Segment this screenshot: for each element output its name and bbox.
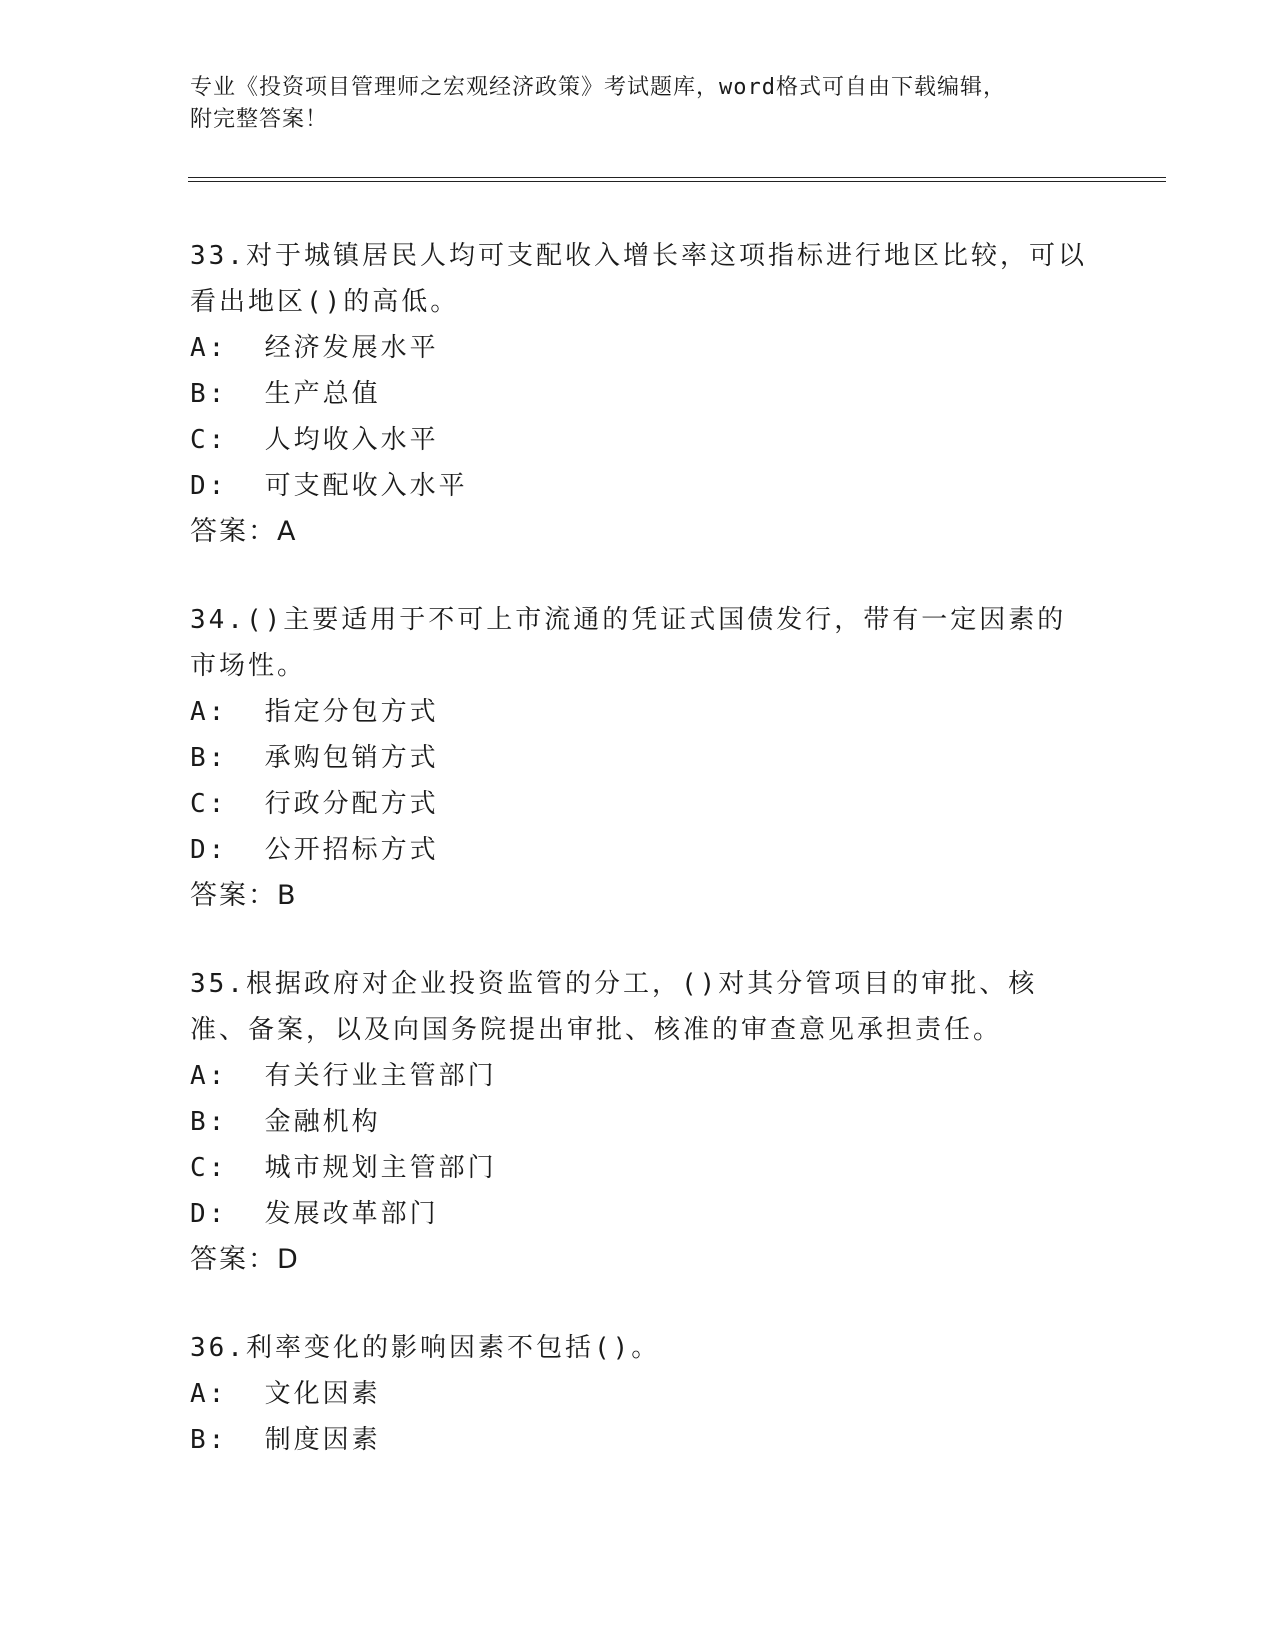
question-stem: 36.利率变化的影响因素不包括()。 [190,1333,661,1363]
option-a: A: 经济发展水平 [190,333,439,363]
question-36 [190,1325,1090,1463]
option-d: D: 公开招标方式 [190,835,439,865]
option-c: C: 城市规划主管部门 [190,1153,497,1183]
document-header: 专业《投资项目管理师之宏观经济政策》考试题库，word格式可自由下载编辑， 附完整答案！ [190,75,1006,132]
option-b: B: 承购包销方式 [190,743,439,773]
question-stem: 33.对于城镇居民人均可支配收入增长率这项指标进行地区比较，可以看出地区()的高低。 [190,241,1087,317]
question-list [190,233,1090,1505]
option-a: A: 有关行业主管部门 [190,1061,497,1091]
option-c: C: 行政分配方式 [190,789,439,819]
question-35 [190,961,1090,1283]
question-stem: 34.()主要适用于不可上市流通的凭证式国债发行，带有一定因素的市场性。 [190,605,1067,681]
option-a: A: 文化因素 [190,1379,381,1409]
option-b: B: 制度因素 [190,1425,381,1455]
option-c: C: 人均收入水平 [190,425,439,455]
question-34 [190,597,1090,919]
question-stem: 35.根据政府对企业投资监管的分工，()对其分管项目的审批、核准、备案，以及向国务院提出审批、核准的审查意见承担责任。 [190,969,1038,1045]
header-double-rule [188,177,1166,182]
answer-line: 答案：D [190,1244,300,1275]
answer-line: 答案：A [190,516,298,547]
question-33 [190,233,1090,555]
answer-line: 答案：B [190,880,298,911]
option-b: B: 金融机构 [190,1107,381,1137]
option-d: D: 可支配收入水平 [190,471,468,501]
option-b: B: 生产总值 [190,379,381,409]
option-d: D: 发展改革部门 [190,1199,439,1229]
option-a: A: 指定分包方式 [190,697,439,727]
